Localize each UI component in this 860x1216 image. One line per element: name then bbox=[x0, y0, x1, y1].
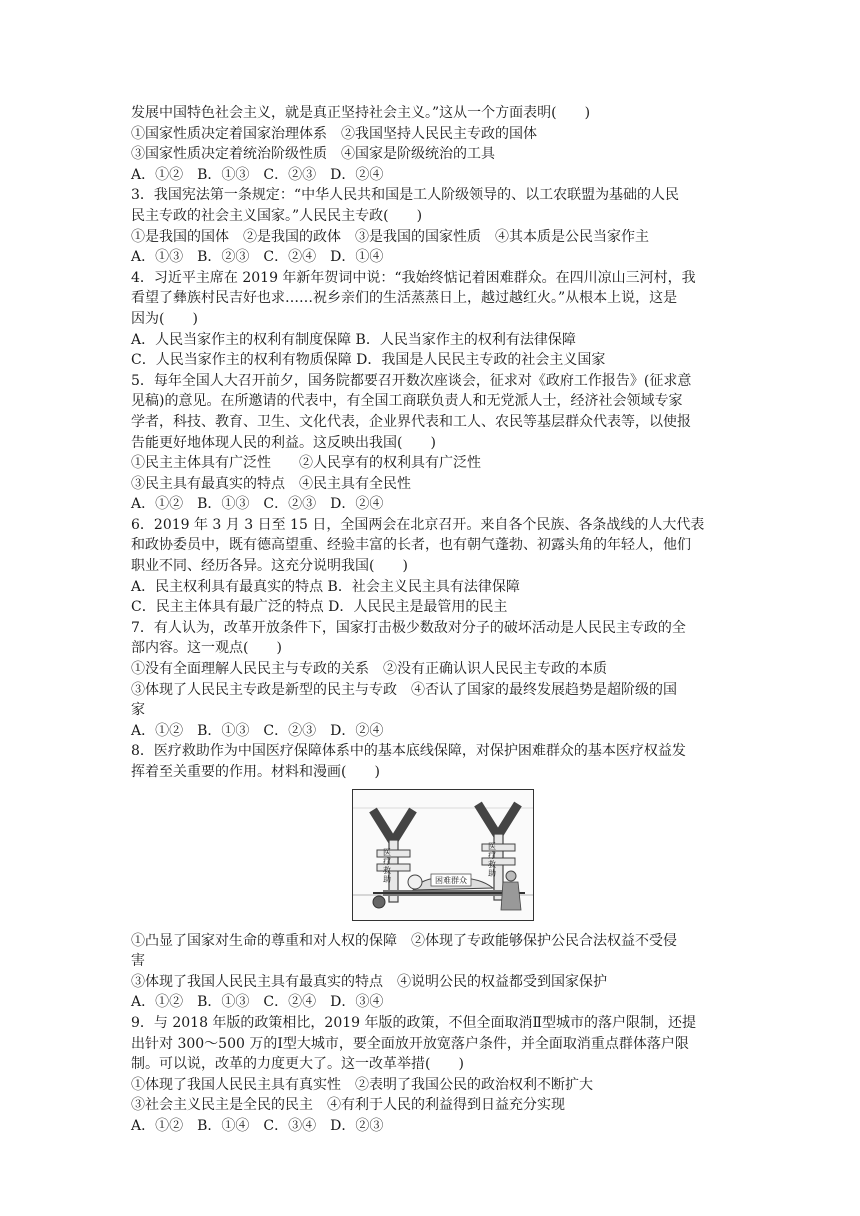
text-line: 发展中国特色社会主义，就是真正坚持社会主义。”这从一个方面表明( ) bbox=[131, 105, 591, 121]
text-line: 6．2019 年 3 月 3 日至 15 日，全国两会在北京召开。来自各个民族、各条战线的人大代表 bbox=[131, 516, 705, 533]
questions-part-2 bbox=[131, 931, 731, 1137]
text-line: 9．与 2018 年版的政策相比，2019 年版的政策，不但全面取消Ⅱ型城市的落户限制，还提 bbox=[131, 1014, 697, 1031]
text-line: ①没有全面理解人民民主与专政的关系 ②没有正确认识人民民主专政的本质 bbox=[131, 661, 607, 678]
text-line: C．民主主体具有最广泛的特点 D．人民民主是最管用的民主 bbox=[131, 599, 508, 616]
question-sheet bbox=[131, 103, 731, 1137]
text-line: 8．医疗救助作为中国医疗保障体系中的基本底线保障，对保护困难群众的基本医疗权益发 bbox=[131, 743, 686, 760]
text-line: 挥着至关重要的作用。材料和漫画( ) bbox=[131, 764, 380, 780]
helper-figure bbox=[501, 871, 521, 910]
text-line: 出针对 300～500 万的Ⅰ型大城市，要全面放开放宽落户条件，并全面取消重点群体落户限 bbox=[131, 1035, 689, 1052]
text-line: 学者，科技、教育、卫生、文化代表，企业界代表和工人、农民等基层群众代表等，以使报 bbox=[131, 413, 691, 430]
text-line: ③体现了人民民主专政是新型的民主与专政 ④否认了国家的最终发展趋势是超阶级的国 bbox=[131, 681, 677, 698]
patient-label: 困难群众 bbox=[435, 875, 467, 885]
right-yuan-label: 医疗救助 bbox=[488, 841, 496, 878]
text-line: C．人民当家作主的权利有物质保障 D．我国是人民民主专政的社会主义国家 bbox=[131, 352, 606, 369]
questions-part-1 bbox=[131, 103, 731, 783]
text-line: ①国家性质决定着国家治理体系 ②我国坚持人民民主专政的国体 bbox=[131, 125, 537, 142]
text-line: ①是我国的国体 ②是我国的政体 ③是我国的国家性质 ④其本质是公民当家作主 bbox=[131, 228, 649, 245]
left-yuan-label: 医疗救助 bbox=[383, 847, 391, 884]
text-line: 7．有人认为，改革开放条件下，国家打击极少数敌对分子的破坏活动是人民民主专政的全 bbox=[131, 619, 686, 636]
text-line: 害 bbox=[131, 953, 145, 970]
text-line: ③民主具有最真实的特点 ④民主具有全民性 bbox=[131, 475, 411, 492]
medical-aid-cartoon bbox=[352, 789, 534, 921]
text-line: ③体现了我国人民民主具有最真实的特点 ④说明公民的权益都受到国家保护 bbox=[131, 973, 607, 990]
text-line: A．①② B．①③ C．②③ D．②④ bbox=[131, 722, 384, 739]
text-line: 5．每年全国人大召开前夕，国务院都要召开数次座谈会，征求对《政府工作报告》(征求意 bbox=[131, 372, 692, 389]
text-line: A．①② B．①③ C．②③ D．②④ bbox=[131, 166, 384, 183]
text-line: A．①③ B．②③ C．②④ D．①④ bbox=[131, 249, 384, 266]
text-line: 制。可以说，改革的力度更大了。这一改革举措( ) bbox=[131, 1056, 464, 1073]
text-line: 因为( ) bbox=[131, 310, 198, 327]
text-line: 民主专政的社会主义国家。”人民民主专政( ) bbox=[131, 207, 423, 224]
text-line: ①凸显了国家对生命的尊重和对人权的保障 ②体现了专政能够保护公民合法权益不受侵 bbox=[131, 932, 677, 949]
text-line: ①民主主体具有广泛性 ②人民享有的权利具有广泛性 bbox=[131, 455, 481, 472]
text-line: 告能更好地体现人民的利益。这反映出我国( ) bbox=[131, 434, 436, 451]
text-line: 家 bbox=[131, 702, 145, 719]
text-line: A．①② B．①③ C．②③ D．②④ bbox=[131, 496, 384, 513]
text-line: ③国家性质决定着统治阶级性质 ④国家是阶级统治的工具 bbox=[131, 146, 495, 163]
text-line: A．民主权利具有最真实的特点 B．社会主义民主具有法律保障 bbox=[131, 578, 520, 595]
text-line: 和政协委员中，既有德高望重、经验丰富的长者，也有朝气蓬勃、初露头角的年轻人，他们 bbox=[131, 537, 691, 554]
text-line: 职业不同、经历各异。这充分说明我国( ) bbox=[131, 558, 408, 575]
text-line: A．①② B．①③ C．②④ D．③④ bbox=[131, 994, 384, 1011]
text-line: 看望了彝族村民吉好也求……祝乡亲们的生活蒸蒸日上，越过越红火。”从根本上说，这是 bbox=[131, 290, 678, 307]
text-line: A．①② B．①④ C．③④ D．②③ bbox=[131, 1117, 384, 1134]
left-yuan-symbol bbox=[373, 810, 413, 902]
text-line: A．人民当家作主的权利有制度保障 B．人民当家作主的权利有法律保障 bbox=[131, 331, 576, 348]
cartoon-drawing bbox=[353, 790, 533, 920]
text-line: 3．我国宪法第一条规定：“中华人民共和国是工人阶级领导的、以工农联盟为基础的人民 bbox=[131, 187, 680, 204]
text-line: ①体现了我国人民民主具有真实性 ②表明了我国公民的政治权利不断扩大 bbox=[131, 1076, 593, 1093]
text-line: ③社会主义民主是全民的民主 ④有利于人民的利益得到日益充分实现 bbox=[131, 1097, 565, 1114]
text-line: 部内容。这一观点( ) bbox=[131, 640, 282, 657]
text-line: 见稿)的意见。在所邀请的代表中，有全国工商联负责人和无党派人士，经济社会领域专家 bbox=[131, 393, 683, 410]
text-line: 4．习近平主席在 2019 年新年贺词中说：“我始终惦记着困难群众。在四川凉山三河村，我 bbox=[131, 269, 696, 286]
